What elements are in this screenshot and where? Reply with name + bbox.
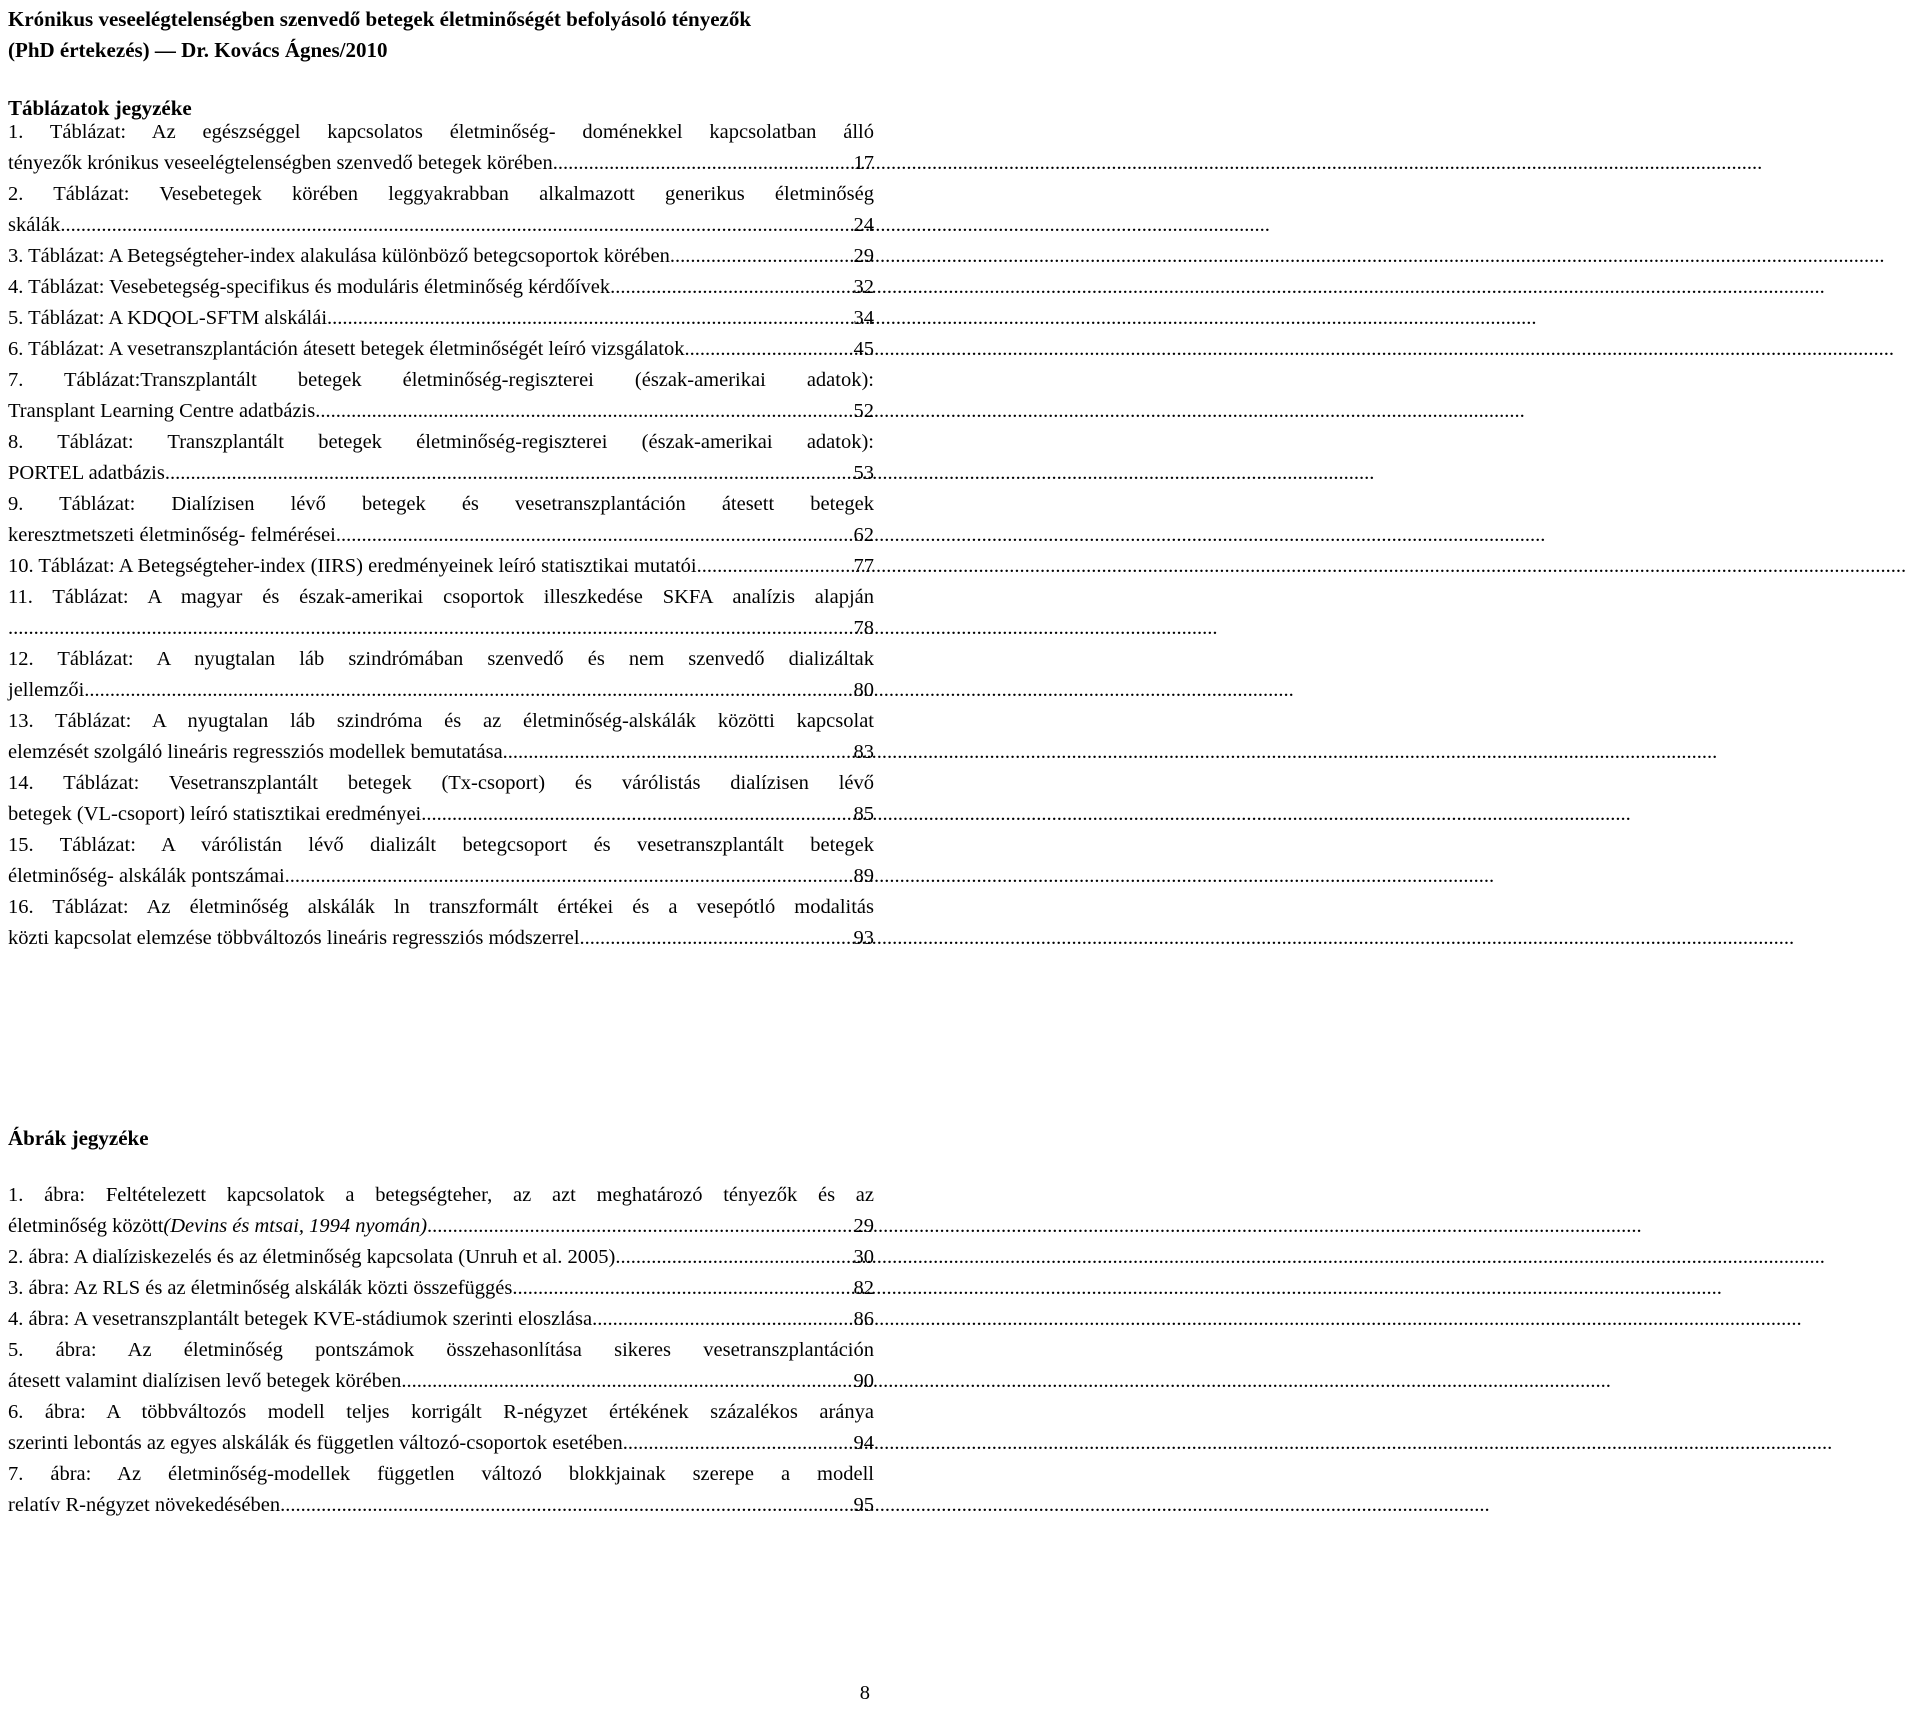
figure-entry-text: életminőség között: [8, 1215, 164, 1237]
figure-entry-text: szerinti lebontás az egyes alskálák és független változó-csoportok esetében: [8, 1432, 623, 1454]
table-entry-text: 6. Táblázat: A vesetranszplantáción átesett betegek életminőségét leíró vizsgálatok: [8, 338, 685, 360]
table-entry-text: 16. Táblázat: Az életminőség alskálák ln transzformált értékei és a vesepótló modalitás: [8, 896, 874, 918]
table-page-number: 53: [853, 462, 874, 484]
dot-leader: [315, 396, 851, 427]
table-entry-text: 4. Táblázat: Vesebetegség-specifikus és moduláris életminőség kérdőívek.: [8, 276, 616, 298]
figure-entry-text: átesett valamint dialízisen levő betegek körében: [8, 1370, 402, 1392]
table-entry-text: 8. Táblázat: Transzplantált betegek életminőség-regiszterei (észak-amerikai adatok):: [8, 431, 874, 453]
table-page-number: 62: [853, 524, 874, 546]
table-page-number: 24: [853, 214, 874, 236]
table-page-number: 83: [853, 741, 874, 763]
table-entry[interactable]: [8, 830, 874, 892]
figure-entry[interactable]: [8, 1180, 874, 1242]
figure-entry-text: relatív R-négyzet növekedésében: [8, 1494, 281, 1516]
table-entry[interactable]: [8, 427, 874, 489]
table-page-number: 85: [853, 803, 874, 825]
header-subtitle: (PhD értekezés) ― Dr. Kovács Ágnes/2010: [8, 38, 388, 62]
figure-entry-text: 3. ábra: Az RLS és az életminőség alskálák közti összefüggés: [8, 1277, 513, 1299]
figure-entry[interactable]: [8, 1273, 874, 1304]
table-page-number: 29: [853, 245, 874, 267]
table-entry-text: Transplant Learning Centre adatbázis: [8, 400, 316, 422]
dot-leader: [615, 272, 851, 303]
dot-leader: [508, 737, 852, 768]
table-entry-text: tényezők krónikus veseelégtelenségben szenvedő betegek körében: [8, 152, 553, 174]
figure-entry-text: 7. ábra: Az életminőség-modellek független változó blokkjainak szerepe a modell: [8, 1463, 874, 1485]
table-page-number: 80: [853, 679, 874, 701]
figure-entry-text: 5. ábra: Az életminőség pontszámok összehasonlítása sikeres vesetranszplantáción: [8, 1339, 874, 1361]
table-entry-text: 11. Táblázat: A magyar és észak-amerikai csoportok illeszkedése SKFA analízis alapján: [8, 586, 874, 608]
figure-page-number: 30: [853, 1246, 874, 1268]
table-entry[interactable]: [8, 768, 874, 830]
table-entry-text: 2. Táblázat: Vesebetegek körében leggyakrabban alkalmazott generikus életminőség: [8, 183, 874, 205]
figure-page-number: 90: [853, 1370, 874, 1392]
table-entry-text: 12. Táblázat: A nyugtalan láb szindrómában szenvedő és nem szenvedő dializáltak: [8, 648, 874, 670]
figure-entry-text: 1. ábra: Feltételezett kapcsolatok a betegségteher, az azt meghatározó tényezők és az: [8, 1184, 874, 1206]
table-page-number: 52: [853, 400, 874, 422]
figure-entry-text: 6. ábra: A többváltozós modell teljes korrigált R-négyzet értékének százalékos aránya: [8, 1401, 874, 1423]
dot-leader: [592, 1304, 851, 1335]
table-entry-text: 3. Táblázat: A Betegségteher-index alakulása különböző betegcsoportok körében.: [8, 245, 675, 267]
header-title: Krónikus veseelégtelenségben szenvedő betegek életminőségét befolyásoló tényezők: [8, 7, 752, 31]
dot-leader: [280, 1490, 851, 1521]
figure-entry-text: 4. ábra: A vesetranszplantált betegek KVE-stádiumok szerinti eloszlása: [8, 1308, 593, 1330]
figures-list: [8, 1180, 874, 1521]
table-page-number: 89: [853, 865, 874, 887]
table-entry[interactable]: [8, 117, 874, 179]
figure-page-number: 29: [853, 1215, 874, 1237]
document-header: [8, 4, 874, 66]
figures-section-title: Ábrák jegyzéke: [8, 1126, 149, 1150]
table-entry-text: PORTEL adatbázis: [8, 462, 165, 484]
table-entry-text: 10. Táblázat: A Betegségteher-index (IIRS) eredményeinek leíró statisztikai mutatói: [8, 555, 697, 577]
figure-entry[interactable]: [8, 1335, 874, 1397]
table-entry-text: 9. Táblázat: Dialízisen lévő betegek és vesetranszplantáción átesett betegek: [8, 493, 874, 515]
dot-leader: [697, 551, 852, 582]
table-entry-text: elemzését szolgáló lineáris regressziós modellek bemutatása.: [8, 741, 508, 763]
table-page-number: 17: [853, 152, 874, 174]
table-entry[interactable]: [8, 551, 874, 582]
dot-leader: [60, 210, 851, 241]
table-page-number: 93: [853, 927, 874, 949]
table-entry-text: keresztmetszeti életminőség- felmérései: [8, 524, 336, 546]
table-entry-text: 15. Táblázat: A várólistán lévő dializált betegcsoport és vesetranszplantált betegek: [8, 834, 874, 856]
table-entry-text: betegek (VL-csoport) leíró statisztikai eredményei: [8, 803, 422, 825]
dot-leader: [327, 303, 851, 334]
dot-leader: [8, 613, 852, 644]
table-entry[interactable]: [8, 272, 874, 303]
table-entry[interactable]: [8, 489, 874, 551]
dot-leader: [553, 148, 852, 179]
table-entry[interactable]: [8, 706, 874, 768]
table-entry-text: közti kapcsolat elemzése többváltozós lineáris regressziós módszerrel.: [8, 927, 585, 949]
table-entry[interactable]: [8, 303, 874, 334]
dot-leader: [684, 334, 851, 365]
table-entry[interactable]: [8, 892, 874, 954]
table-entry-text: 1. Táblázat: Az egészséggel kapcsolatos életminőség- doménekkel kapcsolatban álló: [8, 121, 874, 143]
table-entry-text: 7. Táblázat:Transzplantált betegek életminőség-regiszterei (észak-amerikai adatok):: [8, 369, 874, 391]
page-number: 8: [859, 1682, 870, 1704]
figure-entry[interactable]: [8, 1242, 874, 1273]
table-entry-text: életminőség- alskálák pontszámai: [8, 865, 285, 887]
table-entry-text: 14. Táblázat: Vesetranszplantált betegek (Tx-csoport) és várólistás dialízisen lévő: [8, 772, 874, 794]
table-page-number: 32: [853, 276, 874, 298]
dot-leader: [336, 520, 852, 551]
table-entry[interactable]: [8, 179, 874, 241]
figure-entry[interactable]: [8, 1304, 874, 1335]
table-page-number: 77: [853, 555, 874, 577]
tables-section-title: Táblázatok jegyzéke: [8, 96, 192, 120]
dot-leader: [615, 1242, 851, 1273]
figure-entry[interactable]: [8, 1397, 874, 1459]
figure-entry-text: 2. ábra: A dialíziskezelés és az életminőség kapcsolata (Unruh et al. 2005): [8, 1246, 616, 1268]
dot-leader: [165, 458, 852, 489]
tables-list: [8, 117, 874, 954]
table-entry-text: skálák: [8, 214, 61, 236]
figure-page-number: 95: [853, 1494, 874, 1516]
dot-leader: [675, 241, 852, 272]
dot-leader: [623, 1428, 852, 1459]
table-entry-text: jellemzői: [8, 679, 85, 701]
table-page-number: 45: [853, 338, 874, 360]
table-entry[interactable]: [8, 644, 874, 706]
figure-page-number: 94: [853, 1432, 874, 1454]
figure-entry[interactable]: [8, 1459, 874, 1521]
dot-leader: [512, 1273, 851, 1304]
dot-leader: [421, 799, 851, 830]
table-entry-text: 13. Táblázat: A nyugtalan láb szindróma és az életminőség-alskálák közötti kapcsolat: [8, 710, 874, 732]
dot-leader: [401, 1366, 851, 1397]
table-entry-text: 5. Táblázat: A KDQOL-SFTM alskálái: [8, 307, 328, 329]
table-entry[interactable]: [8, 365, 874, 427]
dot-leader: [84, 675, 851, 706]
figure-page-number: 86: [853, 1308, 874, 1330]
figure-entry-citation: (Devins és mtsai, 1994 nyomán): [163, 1215, 428, 1237]
dot-leader: [285, 861, 852, 892]
dot-leader: [585, 923, 852, 954]
figure-entry-tail: .: [427, 1215, 433, 1237]
table-page-number: 78: [853, 617, 874, 639]
table-entry[interactable]: [8, 241, 874, 272]
table-page-number: 34: [853, 307, 874, 329]
dot-leader: [432, 1211, 851, 1242]
table-entry[interactable]: [8, 334, 874, 365]
table-entry[interactable]: [8, 582, 874, 644]
figure-page-number: 82: [853, 1277, 874, 1299]
